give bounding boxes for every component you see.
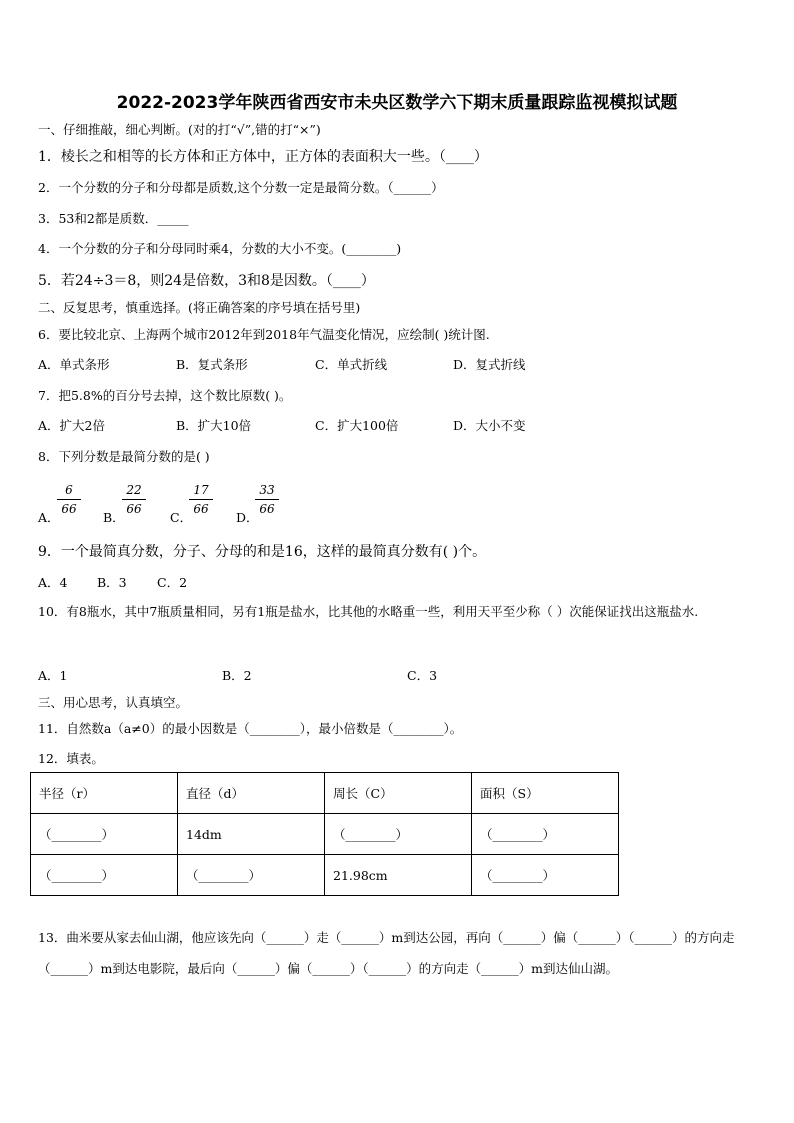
table-cell: 21.98cm	[325, 855, 472, 896]
table-cell: （________）	[472, 855, 619, 896]
q8-option-c-fraction	[189, 483, 213, 516]
q8-option-d-fraction	[255, 483, 279, 516]
table-cell: 14dm	[178, 814, 325, 855]
q9-option-c: C．2	[157, 575, 188, 590]
question-13: 13．曲米要从家去仙山湖，他应该先向（______）走（______）m到达公园，再向（______）偏（______）（______）的方向走（______）m到达电影院，最后向（______）偏（______）（______）的方向走（______）m到达仙山湖。	[38, 930, 735, 976]
table-cell: （________）	[325, 814, 472, 855]
q7-option-b: B．扩大10倍	[176, 418, 252, 433]
q6-option-a: A．单式条形	[38, 357, 110, 372]
q7-option-c: C．扩大100倍	[315, 418, 399, 433]
q7-option-d: D．大小不变	[453, 418, 526, 433]
numerator: 17	[189, 483, 213, 500]
numerator: 33	[255, 483, 279, 500]
page-title: 2022-2023学年陕西省西安市未央区数学六下期末质量跟踪监视模拟试题	[116, 93, 678, 113]
section-heading-1: 一、仔细推敲，细心判断。(对的打“√”,错的打“×”)	[38, 122, 321, 137]
table-cell: （________）	[31, 855, 178, 896]
q6-option-c: C．单式折线	[315, 357, 388, 372]
denominator: 66	[259, 502, 275, 516]
table-header-row	[31, 773, 619, 814]
question-6: 6．要比较北京、上海两个城市2012年到2018年气温变化情况，应绘制( )统计图.	[38, 327, 490, 342]
q10-option-b: B．2	[222, 668, 252, 683]
table-cell: （________）	[472, 814, 619, 855]
table-cell: （________）	[178, 855, 325, 896]
q10-option-c: C．3	[407, 668, 438, 683]
question-9: 9．一个最简真分数，分子、分母的和是16，这样的最简真分数有( )个。	[38, 544, 487, 560]
fill-table	[30, 772, 619, 896]
table-cell: （________）	[31, 814, 178, 855]
question-12: 12．填表。	[38, 751, 104, 766]
question-8: 8．下列分数是最简分数的是( )	[38, 449, 210, 464]
table-header-cell: 周长（C）	[325, 773, 472, 814]
table-row	[31, 855, 619, 896]
denominator: 66	[61, 502, 77, 516]
question-11: 11．自然数a（a≠0）的最小因数是（________），最小倍数是（________）。	[38, 721, 463, 736]
q8-option-c-label: C．	[170, 510, 193, 525]
q6-option-b: B．复式条形	[176, 357, 248, 372]
question-4: 4．一个分数的分子和分母同时乘4，分数的大小不变。(________)	[38, 241, 402, 256]
question-1: 1．棱长之和相等的长方体和正方体中，正方体的表面积大一些。（____）	[38, 149, 488, 165]
question-7: 7．把5.8%的百分号去掉，这个数比原数( )。	[38, 388, 292, 403]
q9-option-a: A．4	[38, 575, 68, 590]
section-heading-2: 二、反复思考，慎重选择。(将正确答案的序号填在括号里)	[38, 300, 361, 315]
table-header-cell: 面积（S）	[472, 773, 619, 814]
q7-option-a: A．扩大2倍	[38, 418, 105, 433]
q8-option-b-fraction	[122, 483, 146, 516]
table-row	[31, 814, 619, 855]
q8-option-d-label: D．	[236, 510, 259, 525]
section-heading-3: 三、用心思考，认真填空。	[38, 695, 189, 710]
denominator: 66	[193, 502, 209, 516]
q9-option-b: B．3	[97, 575, 127, 590]
q10-option-a: A．1	[38, 668, 68, 683]
numerator: 6	[57, 483, 81, 500]
question-3: 3．53和2都是质数．_____	[38, 211, 189, 226]
q8-option-b-label: B．	[103, 510, 125, 525]
denominator: 66	[126, 502, 142, 516]
numerator: 22	[122, 483, 146, 500]
q8-option-a-fraction	[57, 483, 81, 516]
q6-option-d: D．复式折线	[453, 357, 526, 372]
table-header-cell: 半径（r）	[31, 773, 178, 814]
question-10: 10．有8瓶水，其中7瓶质量相同，另有1瓶是盐水，比其他的水略重一些，利用天平至少称（ ）次能保证找出这瓶盐水.	[38, 604, 699, 619]
question-2: 2．一个分数的分子和分母都是质数,这个分数一定是最简分数。（______）	[38, 180, 444, 195]
question-5: 5．若24÷3＝8，则24是倍数，3和8是因数。（____）	[38, 273, 375, 289]
q8-option-a-label: A．	[38, 510, 60, 525]
table-header-cell: 直径（d）	[178, 773, 325, 814]
